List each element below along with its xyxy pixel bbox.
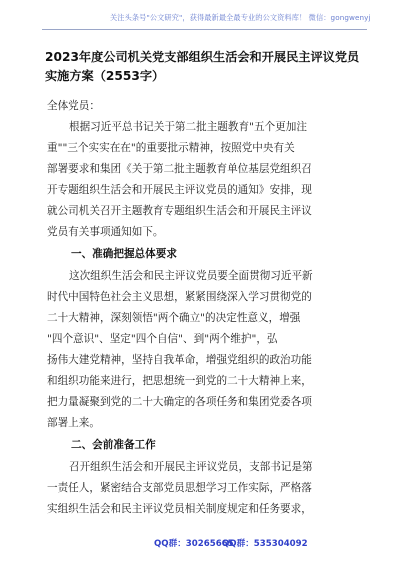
section-1-heading: 一、准确把握总体要求 xyxy=(71,248,177,260)
section-1-line: 时代中国特色社会主义思想，紧紧围绕深入学习贯彻党的 xyxy=(47,291,312,303)
footer-contacts xyxy=(0,537,408,551)
intro-line: 部署要求和集团《关于第二批主题教育单位基层党组织召 xyxy=(47,163,312,175)
section-1-line: 这次组织生活会和民主评议党员要全面贯彻习近平新 xyxy=(69,270,313,282)
section-1-line: 部署上来。 xyxy=(47,417,100,429)
header-banner: 关注头条号"公文研究"，获得最新最全最专业的公文资料库！ 微信：gongwenyj xyxy=(110,13,371,22)
document-title xyxy=(45,48,365,86)
salutation: 全体党员： xyxy=(47,100,100,112)
qq-group-2: QQ群：535304092 xyxy=(222,539,308,549)
section-1-line: 二十大精神，深刻领悟"两个确立"的决定性意义，增强 xyxy=(47,312,301,324)
section-1-line: 把力量凝聚到党的二十大确定的各项任务和集团党委各项 xyxy=(47,396,312,408)
section-1-line: 和组织功能来进行，把思想统一到党的二十大精神上来， xyxy=(47,375,312,387)
title-line-2: 实施方案（2553字） xyxy=(45,69,165,83)
section-2-line: 一责任人，紧密结合支部党员思想学习工作实际，严格落 xyxy=(47,482,312,494)
title-line-1: 2023年度公司机关党支部组织生活会和开展民主评议党员 xyxy=(45,50,360,64)
section-2-line: 实组织生活会和民主评议党员相关制度规定和任务要求， xyxy=(47,503,312,515)
section-1-line: 扬伟大建党精神，坚持自我革命，增强党组织的政治功能 xyxy=(47,354,312,366)
section-2-line: 召开组织生活会和开展民主评议党员，支部书记是第 xyxy=(69,461,313,473)
section-2-heading: 二、会前准备工作 xyxy=(71,439,156,451)
intro-line: 重""三个实实在在"的重要批示精神，按照党中央有关 xyxy=(47,142,295,154)
intro-line: 就公司机关召开主题教育专题组织生活会和开展民主评议 xyxy=(47,205,312,217)
intro-line: 党员有关事项通知如下。 xyxy=(47,226,164,238)
intro-line: 根据习近平总书记关于第二批主题教育"五个更加注 xyxy=(69,121,307,133)
qq-group-1: QQ群：30265665 xyxy=(154,539,234,549)
header-rule xyxy=(42,29,367,30)
section-1-line: "四个意识"、坚定"四个自信"、到"两个维护"，弘 xyxy=(47,333,278,345)
document-body xyxy=(47,96,365,520)
intro-line: 开专题组织生活会和开展民主评议党员的通知》安排，现 xyxy=(47,184,312,196)
